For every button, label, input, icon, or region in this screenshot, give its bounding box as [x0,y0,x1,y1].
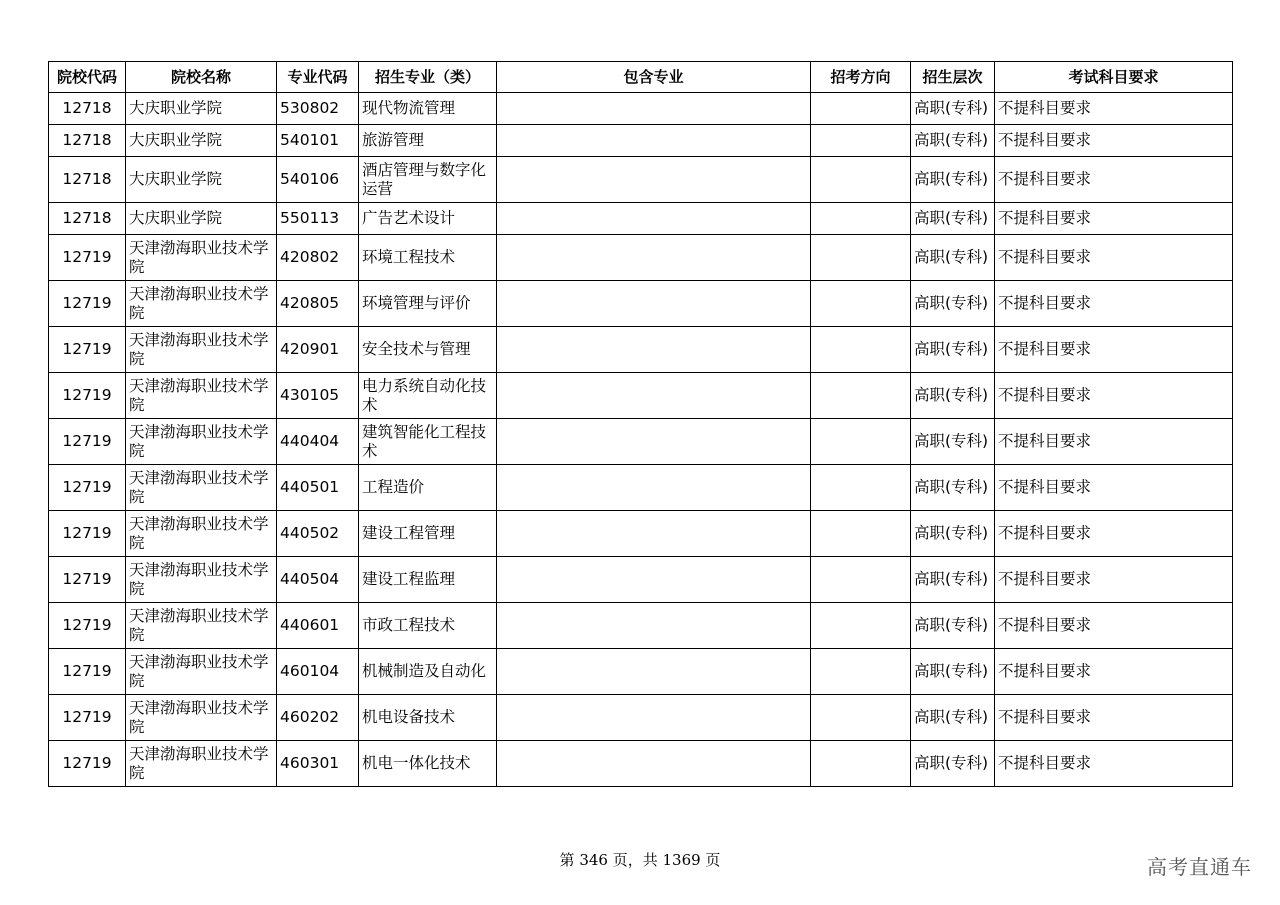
cell-requirement: 不提科目要求 [995,741,1233,787]
cell-school-code: 12719 [49,465,126,511]
cell-major: 环境工程技术 [359,235,497,281]
cell-included-majors [497,603,811,649]
cell-school-name: 天津渤海职业技术学院 [126,741,277,787]
table-row [49,511,1233,557]
cell-requirement: 不提科目要求 [995,125,1233,157]
table-row [49,125,1233,157]
cell-school-name: 天津渤海职业技术学院 [126,649,277,695]
table-row [49,373,1233,419]
cell-major: 工程造价 [359,465,497,511]
cell-direction [811,741,911,787]
header-school-name: 院校名称 [126,62,277,93]
cell-level: 高职(专科) [911,327,995,373]
cell-school-code: 12719 [49,281,126,327]
cell-included-majors [497,419,811,465]
cell-level: 高职(专科) [911,235,995,281]
cell-included-majors [497,695,811,741]
cell-requirement: 不提科目要求 [995,511,1233,557]
cell-level: 高职(专科) [911,125,995,157]
header-school-code: 院校代码 [49,62,126,93]
cell-school-code: 12719 [49,235,126,281]
cell-major: 酒店管理与数字化运营 [359,157,497,203]
cell-school-name: 天津渤海职业技术学院 [126,465,277,511]
header-major-code: 专业代码 [277,62,359,93]
cell-included-majors [497,235,811,281]
cell-included-majors [497,511,811,557]
cell-school-name: 大庆职业学院 [126,157,277,203]
cell-school-name: 天津渤海职业技术学院 [126,603,277,649]
cell-requirement: 不提科目要求 [995,93,1233,125]
cell-requirement: 不提科目要求 [995,203,1233,235]
cell-major: 现代物流管理 [359,93,497,125]
cell-direction [811,695,911,741]
cell-included-majors [497,649,811,695]
cell-major-code: 550113 [277,203,359,235]
cell-school-code: 12719 [49,327,126,373]
cell-requirement: 不提科目要求 [995,649,1233,695]
cell-included-majors [497,93,811,125]
cell-school-code: 12719 [49,511,126,557]
cell-level: 高职(专科) [911,419,995,465]
cell-direction [811,649,911,695]
cell-requirement: 不提科目要求 [995,327,1233,373]
table-header [49,62,1233,93]
header-included-majors: 包含专业 [497,62,811,93]
table-row [49,203,1233,235]
table-body [49,93,1233,787]
cell-major-code: 440504 [277,557,359,603]
cell-school-code: 12718 [49,157,126,203]
cell-direction [811,235,911,281]
cell-major-code: 420802 [277,235,359,281]
table-row [49,157,1233,203]
cell-direction [811,465,911,511]
cell-school-name: 大庆职业学院 [126,93,277,125]
cell-direction [811,281,911,327]
cell-direction [811,203,911,235]
cell-major-code: 440404 [277,419,359,465]
cell-included-majors [497,125,811,157]
header-direction: 招考方向 [811,62,911,93]
cell-major: 建设工程管理 [359,511,497,557]
watermark: 高考直通车 [1147,855,1252,879]
header-major: 招生专业（类） [359,62,497,93]
table-row [49,419,1233,465]
cell-major-code: 420805 [277,281,359,327]
header-row [49,62,1233,93]
cell-level: 高职(专科) [911,157,995,203]
cell-included-majors [497,203,811,235]
cell-major-code: 440501 [277,465,359,511]
cell-school-name: 大庆职业学院 [126,125,277,157]
cell-included-majors [497,373,811,419]
cell-direction [811,93,911,125]
cell-direction [811,125,911,157]
cell-school-name: 天津渤海职业技术学院 [126,373,277,419]
cell-school-code: 12718 [49,93,126,125]
table-row [49,649,1233,695]
cell-level: 高职(专科) [911,511,995,557]
cell-school-code: 12719 [49,557,126,603]
header-level: 招生层次 [911,62,995,93]
cell-major-code: 440601 [277,603,359,649]
cell-level: 高职(专科) [911,695,995,741]
table-row [49,741,1233,787]
cell-level: 高职(专科) [911,649,995,695]
cell-requirement: 不提科目要求 [995,281,1233,327]
cell-included-majors [497,157,811,203]
cell-school-code: 12719 [49,603,126,649]
cell-level: 高职(专科) [911,741,995,787]
cell-direction [811,419,911,465]
cell-direction [811,511,911,557]
cell-direction [811,373,911,419]
cell-school-name: 大庆职业学院 [126,203,277,235]
cell-level: 高职(专科) [911,465,995,511]
header-requirement: 考试科目要求 [995,62,1233,93]
cell-included-majors [497,557,811,603]
cell-direction [811,603,911,649]
table-row [49,327,1233,373]
cell-major: 建设工程监理 [359,557,497,603]
cell-level: 高职(专科) [911,281,995,327]
cell-school-code: 12719 [49,695,126,741]
table-row [49,695,1233,741]
table-row [49,281,1233,327]
table-row [49,557,1233,603]
cell-school-name: 天津渤海职业技术学院 [126,557,277,603]
cell-direction [811,157,911,203]
cell-school-name: 天津渤海职业技术学院 [126,419,277,465]
cell-major-code: 540106 [277,157,359,203]
cell-major-code: 420901 [277,327,359,373]
cell-requirement: 不提科目要求 [995,373,1233,419]
cell-major-code: 460104 [277,649,359,695]
cell-school-name: 天津渤海职业技术学院 [126,281,277,327]
cell-included-majors [497,281,811,327]
table-row [49,465,1233,511]
table-row [49,603,1233,649]
cell-level: 高职(专科) [911,557,995,603]
table-row [49,235,1233,281]
cell-major-code: 460202 [277,695,359,741]
cell-included-majors [497,741,811,787]
cell-major-code: 440502 [277,511,359,557]
cell-school-code: 12718 [49,203,126,235]
cell-included-majors [497,327,811,373]
cell-major: 安全技术与管理 [359,327,497,373]
admission-table [48,61,1233,787]
cell-school-name: 天津渤海职业技术学院 [126,235,277,281]
cell-school-code: 12718 [49,125,126,157]
cell-major: 广告艺术设计 [359,203,497,235]
cell-requirement: 不提科目要求 [995,419,1233,465]
cell-major-code: 430105 [277,373,359,419]
cell-requirement: 不提科目要求 [995,157,1233,203]
cell-major: 机械制造及自动化 [359,649,497,695]
cell-direction [811,327,911,373]
cell-included-majors [497,465,811,511]
cell-major-code: 540101 [277,125,359,157]
cell-school-name: 天津渤海职业技术学院 [126,511,277,557]
cell-requirement: 不提科目要求 [995,235,1233,281]
cell-school-name: 天津渤海职业技术学院 [126,695,277,741]
cell-direction [811,557,911,603]
cell-school-name: 天津渤海职业技术学院 [126,327,277,373]
cell-major: 市政工程技术 [359,603,497,649]
cell-school-code: 12719 [49,741,126,787]
cell-major-code: 460301 [277,741,359,787]
cell-major: 电力系统自动化技术 [359,373,497,419]
cell-school-code: 12719 [49,373,126,419]
cell-requirement: 不提科目要求 [995,603,1233,649]
cell-requirement: 不提科目要求 [995,695,1233,741]
cell-major: 环境管理与评价 [359,281,497,327]
cell-major: 机电设备技术 [359,695,497,741]
cell-level: 高职(专科) [911,93,995,125]
cell-level: 高职(专科) [911,203,995,235]
table-row [49,93,1233,125]
cell-requirement: 不提科目要求 [995,557,1233,603]
cell-major-code: 530802 [277,93,359,125]
cell-major: 机电一体化技术 [359,741,497,787]
cell-school-code: 12719 [49,649,126,695]
cell-school-code: 12719 [49,419,126,465]
page-number: 第 346 页，共 1369 页 [559,851,721,869]
cell-major: 建筑智能化工程技术 [359,419,497,465]
cell-level: 高职(专科) [911,373,995,419]
cell-level: 高职(专科) [911,603,995,649]
cell-major: 旅游管理 [359,125,497,157]
cell-requirement: 不提科目要求 [995,465,1233,511]
